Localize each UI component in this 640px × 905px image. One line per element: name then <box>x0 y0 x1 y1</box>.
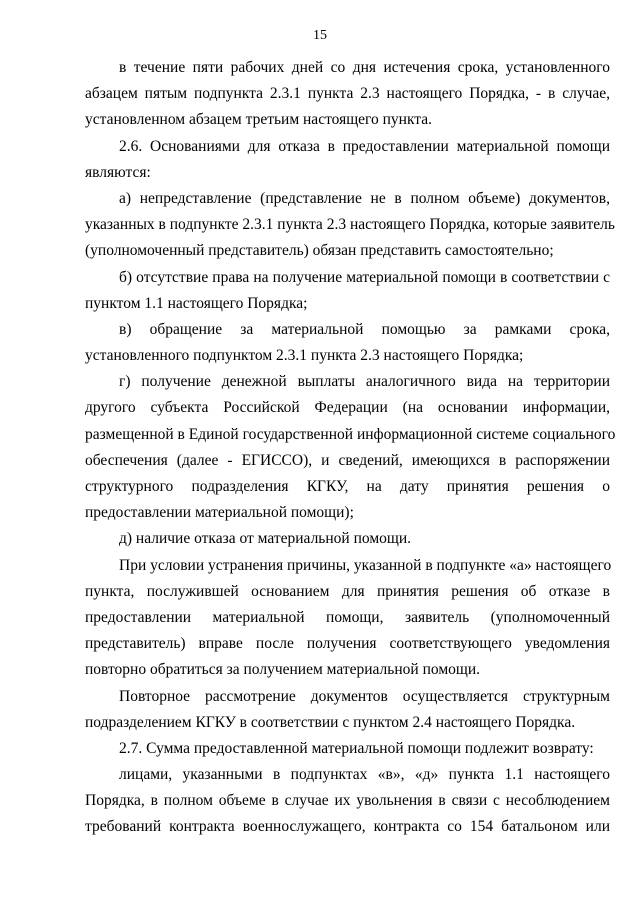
text-line: г) получение денежной выплаты аналогичного вида на территории <box>119 373 610 391</box>
text-line: предоставлении материальной помощи); <box>85 504 354 522</box>
text-line: подразделением КГКУ в соответствии с пунктом 2.4 настоящего Порядка. <box>85 713 576 731</box>
text-line: обеспечения (далее - ЕГИССО), и сведений, имеющихся в распоряжении <box>85 451 610 469</box>
text-line: абзацем пятым подпункта 2.3.1 пункта 2.3 настоящего Порядка, - в случае, <box>85 85 610 103</box>
text-line: установленном абзацем третьим настоящего пункта. <box>85 111 433 129</box>
text-line: структурного подразделения КГКУ, на дату принятия решения о <box>85 478 610 495</box>
text-line: установленного подпунктом 2.3.1 пункта 2.3 настоящего Порядка; <box>85 347 524 365</box>
text-line: При условии устранения причины, указанной в подпункте «а» настоящего <box>119 556 612 574</box>
text-line: в течение пяти рабочих дней со дня истечения срока, установленного <box>119 59 610 76</box>
document-body <box>85 55 616 841</box>
text-line: в) обращение за материальной помощью за рамками срока, <box>119 320 610 338</box>
text-line: б) отсутствие права на получение материальной помощи в соответствии с <box>119 268 610 286</box>
text-line: требований контракта военнослужащего, контракта со 154 батальоном или <box>85 818 610 836</box>
text-line: лицами, указанными в подпунктах «в», «д» пункта 1.1 настоящего <box>119 766 610 784</box>
text-line: представитель) вправе после получения соответствующего уведомления <box>85 635 610 653</box>
text-line: (уполномоченный представитель) обязан представить самостоятельно; <box>85 242 554 260</box>
text-line: размещенной в Единой государственной информационной системе социального <box>85 425 616 443</box>
text-line: а) непредставление (представление не в полном объеме) документов, <box>119 189 610 207</box>
text-line: пунктом 1.1 настоящего Порядка; <box>85 294 308 312</box>
text-line: указанных в подпункте 2.3.1 пункта 2.3 настоящего Порядка, которые заявитель <box>85 216 615 234</box>
text-line: д) наличие отказа от материальной помощи. <box>119 530 412 548</box>
text-line: являются: <box>85 163 151 181</box>
text-line: другого субъекта Российской Федерации (на основании информации, <box>85 399 610 417</box>
text-line: 2.7. Сумма предоставленной материальной помощи подлежит возврату: <box>119 739 594 757</box>
text-line: пункта, послужившей основанием для принятия решения об отказе в <box>85 582 610 600</box>
text-line: Повторное рассмотрение документов осуществляется структурным <box>119 687 610 705</box>
page-number: 15 <box>313 28 327 43</box>
text-line: предоставлении материальной помощи, заявитель (уполномоченный <box>85 608 610 626</box>
text-line: Порядка, в полном объеме в случае их увольнения в связи с несоблюдением <box>85 792 610 810</box>
text-line: 2.6. Основаниями для отказа в предоставлении материальной помощи <box>119 137 610 155</box>
text-line: повторно обратиться за получением материальной помощи. <box>85 661 480 679</box>
